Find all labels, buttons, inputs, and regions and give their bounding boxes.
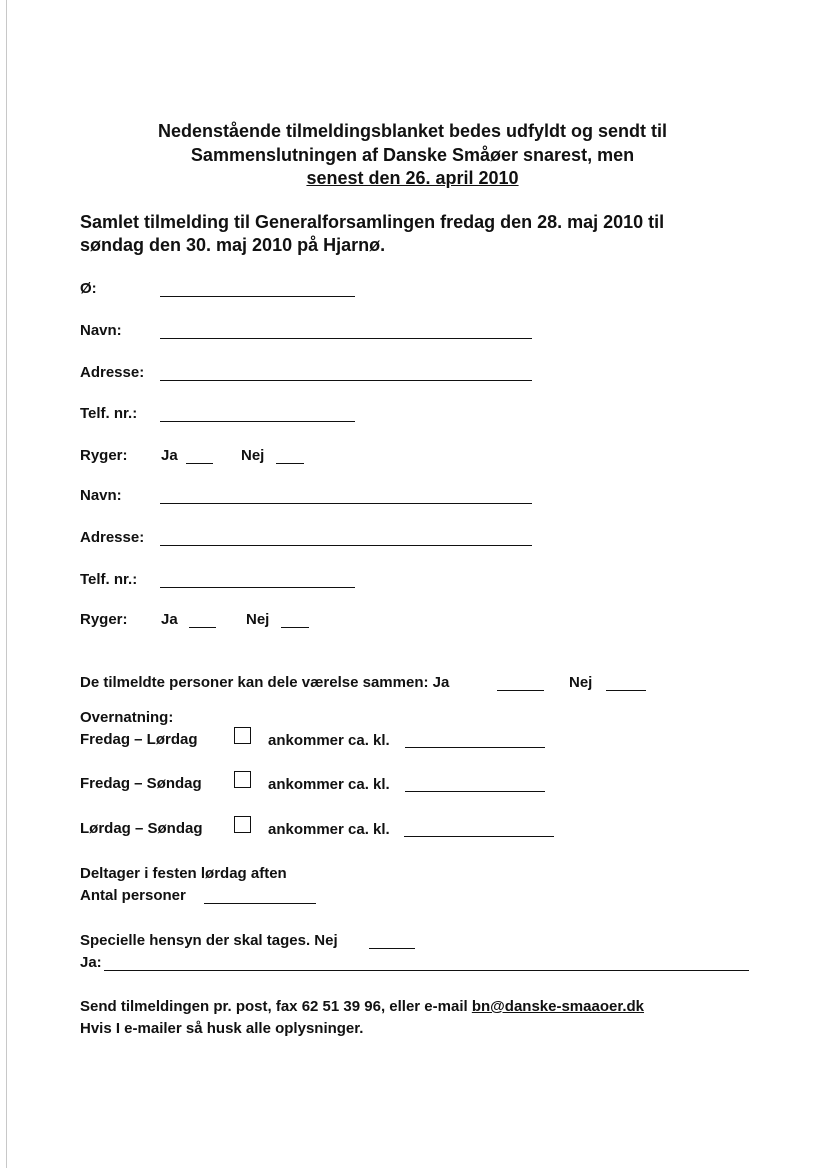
- person2-address-field[interactable]: [160, 545, 532, 546]
- deadline-underlined: senest den 26. april 2010: [306, 168, 519, 188]
- party-count-field[interactable]: [204, 903, 316, 904]
- person2-phone-label: Telf. nr.:: [80, 571, 138, 588]
- overnight-heading: Overnatning:: [80, 709, 174, 726]
- arrival-label: ankommer ca. kl.: [268, 821, 390, 838]
- header-line-2: Sammenslutningen af Danske Småøer snarest, men: [190, 145, 635, 165]
- special-needs-yes-label: Ja:: [80, 954, 102, 971]
- share-room-yes-field[interactable]: [497, 690, 544, 691]
- person1-phone-label: Telf. nr.:: [80, 405, 138, 422]
- share-room-no-field[interactable]: [606, 690, 646, 691]
- special-needs-yes-field[interactable]: [104, 970, 749, 971]
- share-room-no-label: Nej: [569, 674, 593, 691]
- arrival-label: ankommer ca. kl.: [268, 776, 390, 793]
- person2-address-label: Adresse:: [80, 529, 145, 546]
- overnight-option-label: Fredag – Lørdag: [80, 731, 198, 748]
- person1-smoker-no-label: Nej: [241, 447, 265, 464]
- person1-address-label: Adresse:: [80, 364, 145, 381]
- person1-name-label: Navn:: [80, 322, 122, 339]
- overnight-option-label: Fredag – Søndag: [80, 775, 202, 792]
- intro-line-1: Samlet tilmelding til Generalforsamlingen fredag den 28. maj 2010 til: [80, 212, 665, 232]
- email-note: Hvis I e-mailer så husk alle oplysninger.: [80, 1020, 364, 1037]
- person1-phone-field[interactable]: [160, 421, 355, 422]
- person1-name-field[interactable]: [160, 338, 532, 339]
- special-needs-no-field[interactable]: [369, 948, 415, 949]
- overnight-fri-sun-arrival-field[interactable]: [405, 791, 545, 792]
- deadline-text: [0, 168, 825, 189]
- person2-smoker-yes-field[interactable]: [189, 627, 216, 628]
- email-link[interactable]: bn@danske-smaaoer.dk: [471, 998, 645, 1015]
- overnight-fri-sat-arrival-field[interactable]: [405, 747, 545, 748]
- person2-smoker-no-field[interactable]: [281, 627, 309, 628]
- arrival-label: ankommer ca. kl.: [268, 732, 390, 749]
- overnight-sat-sun-arrival-field[interactable]: [404, 836, 554, 837]
- person2-name-field[interactable]: [160, 503, 532, 504]
- person1-address-field[interactable]: [160, 380, 532, 381]
- overnight-option-label: Lørdag – Søndag: [80, 820, 203, 837]
- overnight-sat-sun-checkbox[interactable]: [234, 816, 251, 833]
- header-line-1: Nedenstående tilmeldingsblanket bedes udfyldt og sendt til: [157, 121, 668, 141]
- overnight-fri-sat-checkbox[interactable]: [234, 727, 251, 744]
- person2-phone-field[interactable]: [160, 587, 355, 588]
- person1-smoker-label: Ryger:: [80, 447, 128, 464]
- island-field[interactable]: [160, 296, 355, 297]
- send-text: Send tilmeldingen pr. post, fax 62 51 39 96, eller e-mail: [80, 998, 472, 1015]
- party-line: Deltager i festen lørdag aften: [80, 865, 287, 882]
- island-label: Ø:: [80, 280, 97, 297]
- intro-line-2: søndag den 30. maj 2010 på Hjarnø.: [80, 235, 386, 255]
- share-room-label: De tilmeldte personer kan dele værelse sammen: Ja: [80, 674, 450, 691]
- special-needs-label: Specielle hensyn der skal tages. Nej: [80, 932, 338, 949]
- person2-name-label: Navn:: [80, 487, 122, 504]
- person2-smoker-no-label: Nej: [246, 611, 270, 628]
- person1-smoker-yes-field[interactable]: [186, 463, 213, 464]
- person2-smoker-label: Ryger:: [80, 611, 128, 628]
- overnight-fri-sun-checkbox[interactable]: [234, 771, 251, 788]
- person1-smoker-no-field[interactable]: [276, 463, 304, 464]
- party-count-label: Antal personer: [80, 887, 186, 904]
- send-instructions: [80, 998, 644, 1015]
- person1-smoker-yes-label: Ja: [161, 447, 178, 464]
- person2-smoker-yes-label: Ja: [161, 611, 178, 628]
